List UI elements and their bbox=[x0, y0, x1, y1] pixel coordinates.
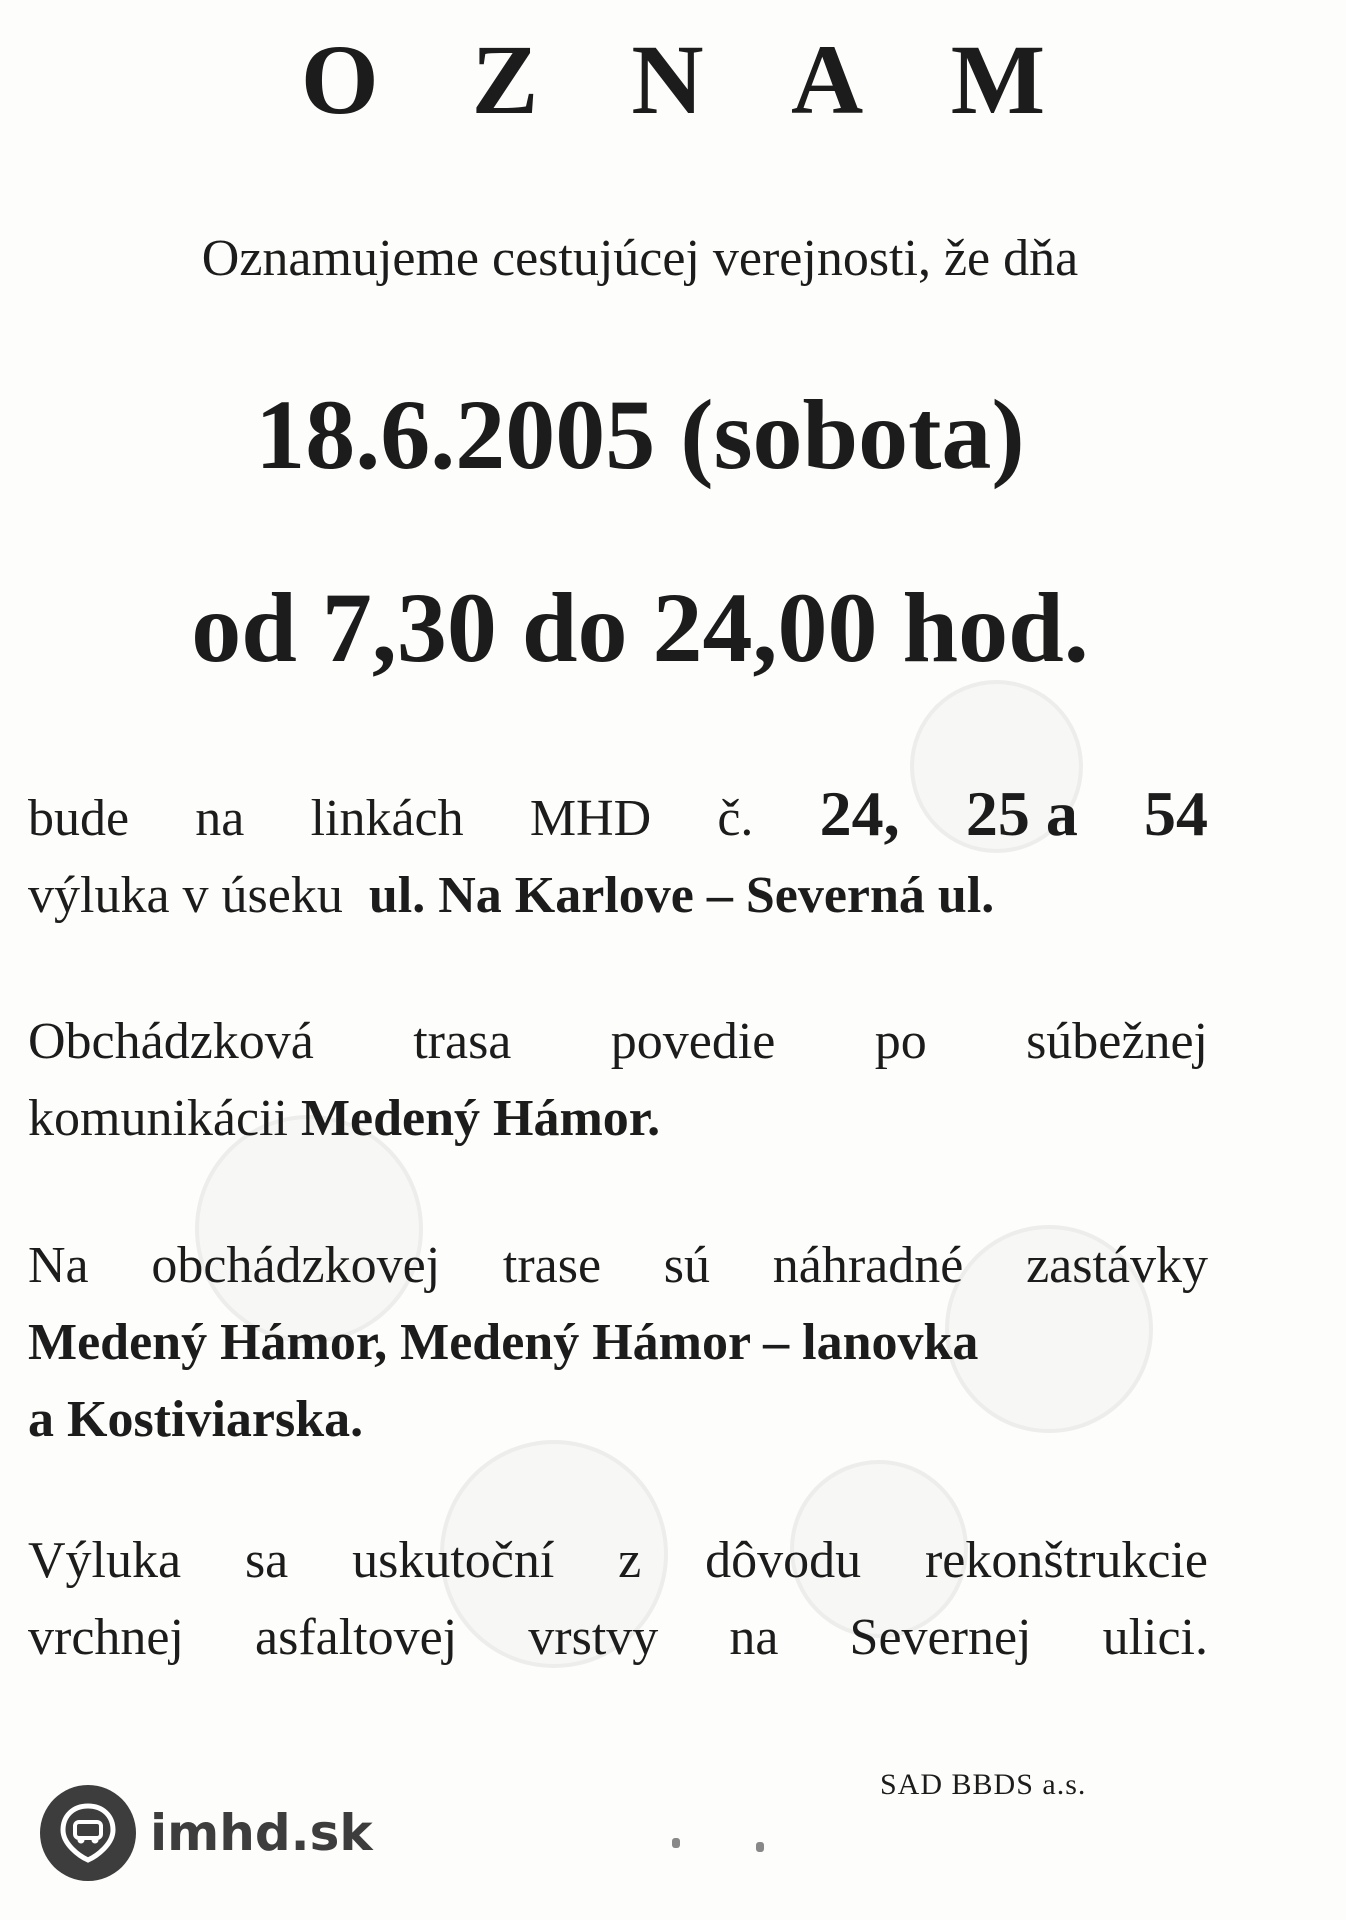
line-number: 25 a bbox=[965, 778, 1078, 849]
text-word: č. bbox=[717, 790, 754, 847]
notice-time: od 7,30 do 24,00 hod. bbox=[191, 572, 1089, 683]
line-number: 24, bbox=[819, 778, 900, 849]
bus-pin-icon bbox=[40, 1785, 136, 1881]
notice-date: 18.6.2005 (sobota) bbox=[255, 379, 1025, 490]
paragraph-stops bbox=[28, 1227, 1228, 1458]
paragraph-reason bbox=[28, 1522, 1228, 1676]
closure-streets: ul. Na Karlove – Severná ul. bbox=[368, 867, 995, 924]
line-number: 54 bbox=[1144, 778, 1208, 849]
text-line: vrchnej asfaltovej vrstvy na Severnej ulici. bbox=[28, 1609, 1208, 1666]
text-word: na bbox=[195, 790, 245, 847]
imhd-logo bbox=[40, 1785, 373, 1881]
text-line: Na obchádzkovej trase sú náhradné zastávky bbox=[28, 1237, 1208, 1294]
replacement-stops: a Kostiviarska. bbox=[28, 1391, 364, 1448]
detour-street: Medený Hámor. bbox=[300, 1090, 661, 1147]
notice-title: O Z N A M bbox=[300, 24, 1080, 135]
paragraph-detour bbox=[28, 1003, 1228, 1157]
text-span: výluka v úseku bbox=[28, 867, 343, 924]
scan-speck bbox=[756, 1842, 764, 1852]
lines-sentence bbox=[28, 775, 1208, 857]
notice-intro: Oznamujeme cestujúcej verejnosti, že dňa bbox=[201, 230, 1079, 287]
scan-speck bbox=[672, 1838, 680, 1848]
text-line: Výluka sa uskutoční z dôvodu rekonštrukcie bbox=[28, 1532, 1208, 1589]
signature: SAD BBDS a.s. bbox=[880, 1768, 1087, 1801]
paragraph-lines bbox=[28, 775, 1228, 934]
text-word: MHD bbox=[529, 790, 652, 847]
text-word: bude bbox=[28, 790, 130, 847]
replacement-stops: Medený Hámor, Medený Hámor – lanovka bbox=[28, 1314, 979, 1371]
text-span: komunikácii bbox=[28, 1090, 288, 1147]
text-line: Obchádzková trasa povedie po súbežnej bbox=[28, 1013, 1208, 1070]
closure-section bbox=[28, 857, 1228, 934]
logo-text: imhd.sk bbox=[150, 1804, 373, 1862]
text-word: linkách bbox=[310, 790, 464, 847]
detour-road bbox=[28, 1080, 1228, 1157]
